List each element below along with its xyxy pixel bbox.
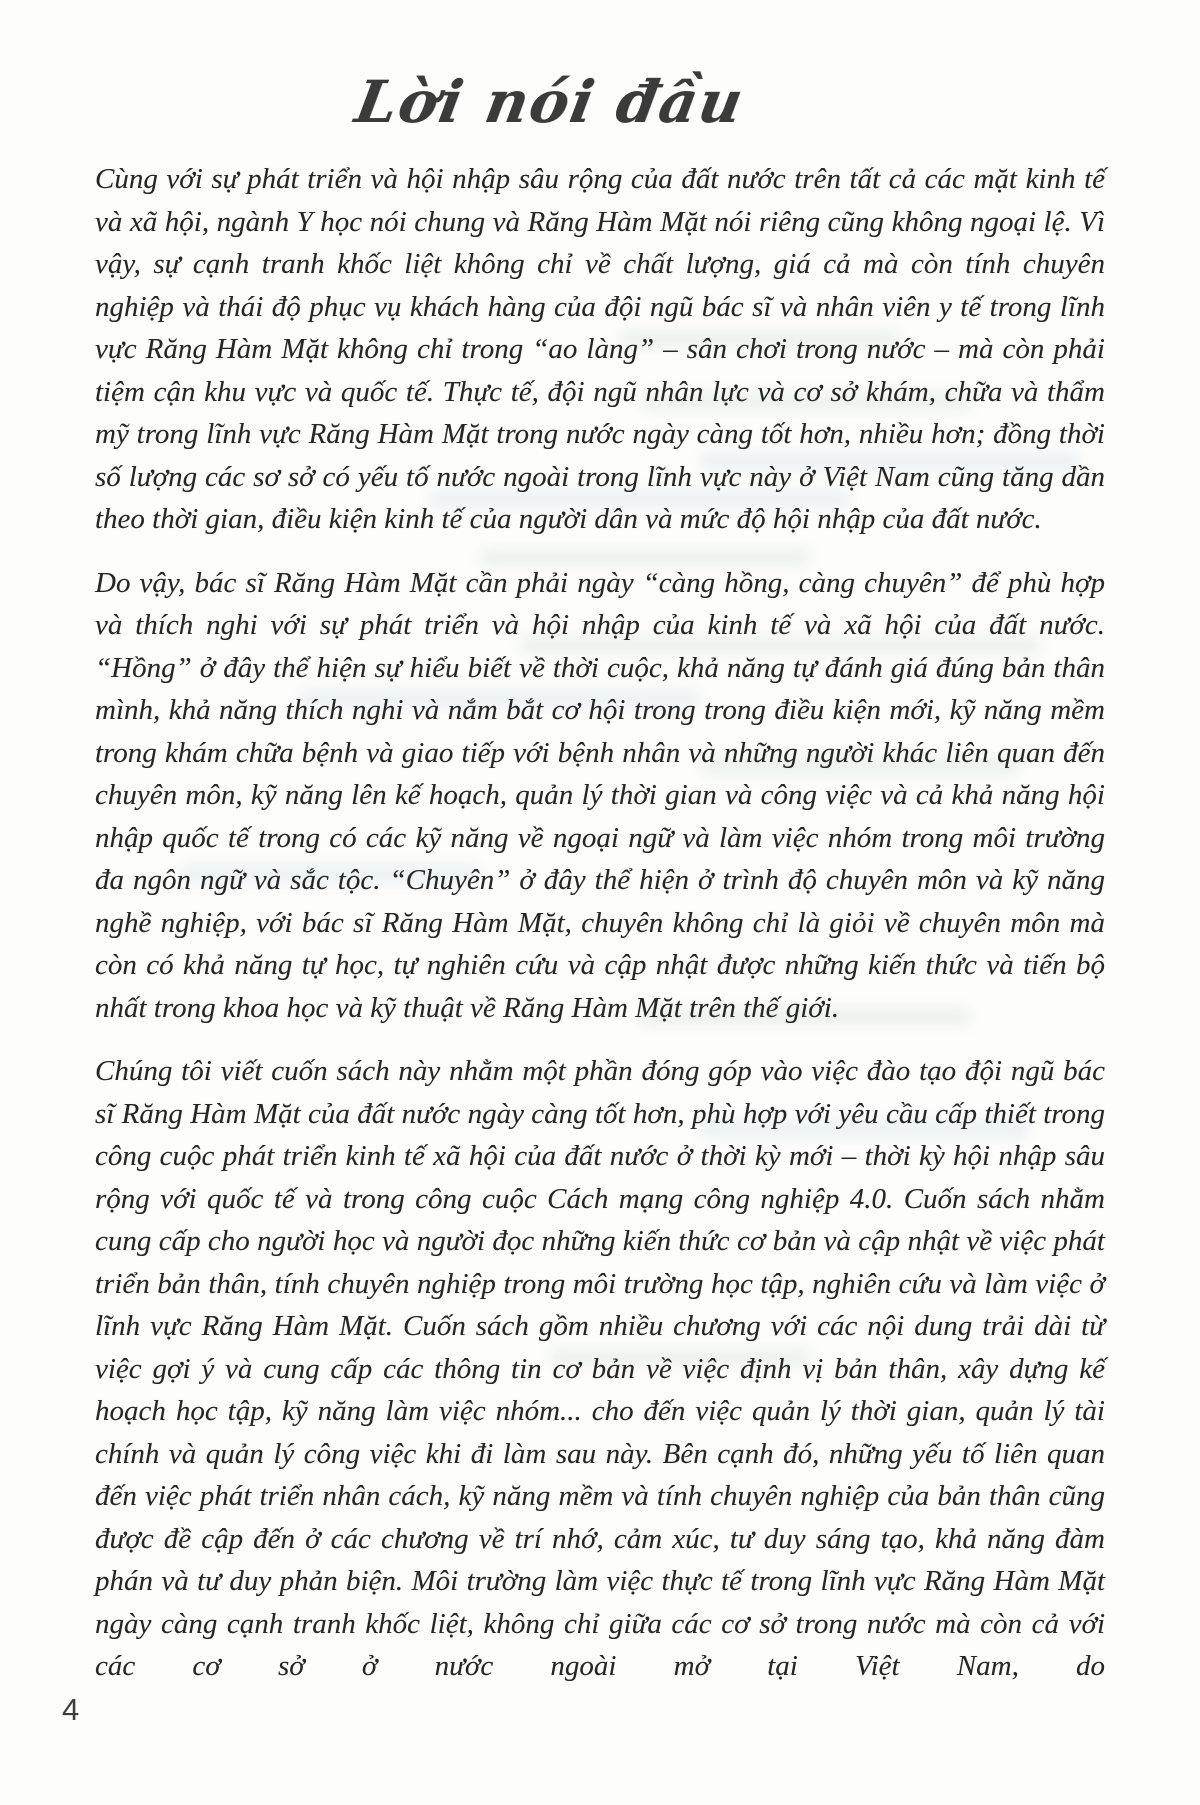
page-title: Lời nói đầu (350, 68, 750, 136)
paragraph-1: Cùng với sự phát triển và hội nhập sâu rộng của đất nước trên tất cả các mặt kinh tế và xã hội, ngành Y học nói chung và Răng Hàm Mặt nói riêng cũng không ngoại lệ. Vì vậy, sự cạnh tranh khốc liệt không chỉ về chất lượng, giá cả mà còn tính chuyên nghiệp và thái độ phục vụ khách hàng của đội ngũ bác sĩ và nhân viên y tế trong lĩnh vực Răng Hàm Mặt không chỉ trong “ao làng” – sân chơi trong nước – mà còn phải tiệm cận khu vực và quốc tế. Thực tế, đội ngũ nhân lực và cơ sở khám, chữa và thẩm mỹ trong lĩnh vực Răng Hàm Mặt trong nước ngày càng tốt hơn, nhiều hơn; đồng thời số lượng các sơ sở có yếu tố nước ngoài trong lĩnh vực này ở Việt Nam cũng tăng dần theo thời gian, điều kiện kinh tế của người dân và mức độ hội nhập của đất nước. (95, 163, 1105, 535)
preface-body (95, 158, 1105, 1688)
page-number: 4 (62, 1692, 80, 1727)
paragraph-3: Chúng tôi viết cuốn sách này nhằm một phần đóng góp vào việc đào tạo đội ngũ bác sĩ Răng Hàm Mặt của đất nước ngày càng tốt hơn, phù hợp với yêu cầu cấp thiết trong công cuộc phát triển kinh tế xã hội của đất nước ở thời kỳ mới – thời kỳ hội nhập sâu rộng với quốc tế và trong công cuộc Cách mạng công nghiệp 4.0. Cuốn sách nhằm cung cấp cho người học và người đọc những kiến thức cơ bản và cập nhật về việc phát triển bản thân, tính chuyên nghiệp trong môi trường học tập, nghiên cứu và làm việc ở lĩnh vực Răng Hàm Mặt. Cuốn sách gồm nhiều chương với các nội dung trải dài từ việc gợi ý và cung cấp các thông tin cơ bản về việc định vị bản thân, xây dựng kế hoạch học tập, kỹ năng làm việc nhóm... cho đến việc quản lý thời gian, quản lý tài chính và quản lý công việc khi đi làm sau này. Bên cạnh đó, những yếu tố liên quan đến việc phát triển nhân cách, kỹ năng mềm và tính chuyên nghiệp của bản thân cũng được đề cập đến ở các chương về trí nhớ, cảm xúc, tư duy sáng tạo, khả năng đàm phán và tư duy phản biện. Môi trường làm việc thực tế trong lĩnh vực Răng Hàm Mặt ngày càng cạnh tranh khốc liệt, không chỉ giữa các cơ sở trong nước mà còn cả với các cơ sở ở nước ngoài mở tại Việt Nam, do (95, 1055, 1105, 1682)
paragraph-2: Do vậy, bác sĩ Răng Hàm Mặt cần phải ngày “càng hồng, càng chuyên” để phù hợp và thích nghi với sự phát triển và hội nhập của kinh tế và xã hội của đất nước. “Hồng” ở đây thể hiện sự hiểu biết về thời cuộc, khả năng tự đánh giá đúng bản thân mình, khả năng thích nghi và nắm bắt cơ hội trong trong điều kiện mới, kỹ năng mềm trong khám chữa bệnh và giao tiếp với bệnh nhân và những người khác liên quan đến chuyên môn, kỹ năng lên kế hoạch, quản lý thời gian và công việc và cả khả năng hội nhập quốc tế trong có các kỹ năng về ngoại ngữ và làm việc nhóm trong môi trường đa ngôn ngữ và sắc tộc. “Chuyên” ở đây thể hiện ở trình độ chuyên môn và kỹ năng nghề nghiệp, với bác sĩ Răng Hàm Mặt, chuyên không chỉ là giỏi về chuyên môn mà còn có khả năng tự học, tự nghiên cứu và cập nhật được những kiến thức và tiến bộ nhất trong khoa học và kỹ thuật về Răng Hàm Mặt trên thế giới. (95, 566, 1105, 1024)
